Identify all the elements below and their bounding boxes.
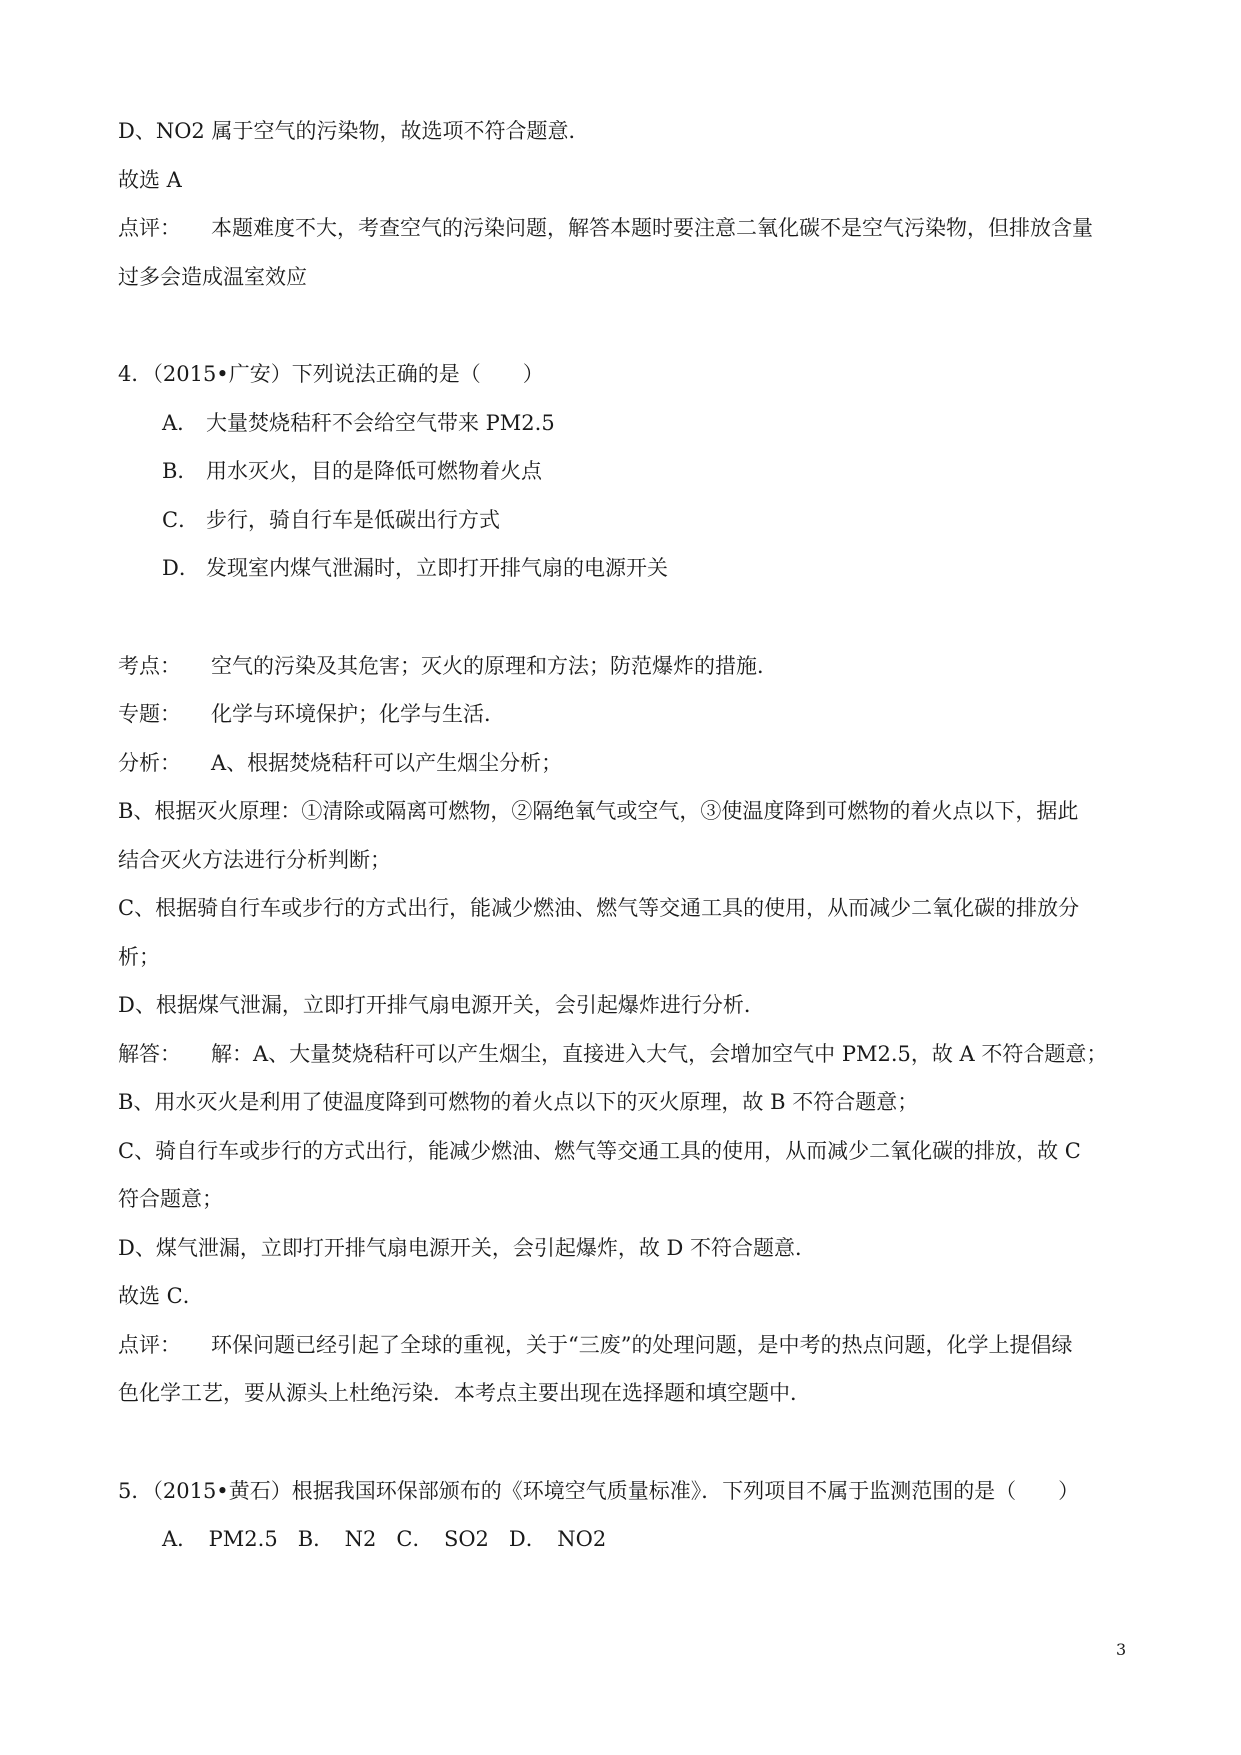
review-text: 环保问题已经引起了全球的重视，关于“三废”的处理问题，是中考的热点问题，化学上提倡绿 bbox=[211, 1333, 1073, 1357]
option-letter: D． bbox=[162, 556, 200, 580]
option-letter: B． bbox=[162, 459, 199, 483]
kaodian-text: 空气的污染及其危害；灭火的原理和方法；防范爆炸的措施． bbox=[211, 654, 778, 678]
q3-option-d-explanation: D、NO2 属于空气的污染物，故选项不符合题意． bbox=[118, 119, 590, 143]
q4-option-c bbox=[162, 505, 500, 535]
q4-jieda-c-line-2: 符合题意； bbox=[118, 1187, 223, 1211]
q4-option-a bbox=[162, 408, 555, 438]
q4-review-line-2: 色化学工艺，要从源头上杜绝污染．本考点主要出现在选择题和填空题中． bbox=[118, 1381, 811, 1405]
review-text: 本题难度不大，考查空气的污染问题，解答本题时要注意二氧化碳不是空气污染物，但排放含量 bbox=[211, 216, 1093, 240]
q4-fenxi-c-line-2: 析； bbox=[118, 945, 160, 969]
option-letter: A． bbox=[162, 411, 199, 435]
review-label: 点评： bbox=[118, 216, 181, 240]
q4-stem: 4．（2015•广安）下列说法正确的是（ ） bbox=[118, 362, 544, 386]
q4-jieda-a bbox=[118, 1039, 1107, 1069]
q4-option-d bbox=[162, 553, 668, 583]
q4-fenxi-b-line-1: B、根据灭火原理：①清除或隔离可燃物，②隔绝氧气或空气，③使温度降到可燃物的着火点以下，据此 bbox=[118, 799, 1079, 823]
page-number: 3 bbox=[1116, 1640, 1127, 1659]
zhuanti-text: 化学与环境保护；化学与生活． bbox=[211, 702, 505, 726]
fenxi-label: 分析： bbox=[118, 751, 181, 775]
q4-jieda-b: B、用水灭火是利用了使温度降到可燃物的着火点以下的灭火原理，故 B 不符合题意； bbox=[118, 1090, 919, 1114]
jieda-label: 解答： bbox=[118, 1042, 181, 1066]
q4-fenxi-a bbox=[118, 748, 562, 778]
q4-answer: 故选 C． bbox=[118, 1284, 204, 1308]
q4-fenxi-d: D、根据煤气泄漏，立即打开排气扇电源开关，会引起爆炸进行分析． bbox=[118, 993, 765, 1017]
kaodian-label: 考点： bbox=[118, 654, 181, 678]
q5-options bbox=[162, 1524, 626, 1554]
q4-fenxi-c-line-1: C、根据骑自行车或步行的方式出行，能减少燃油、燃气等交通工具的使用，从而减少二氧化碳的排放分 bbox=[118, 896, 1080, 920]
q4-jieda-c-line-1: C、骑自行车或步行的方式出行，能减少燃油、燃气等交通工具的使用，从而减少二氧化碳的排放，故 C bbox=[118, 1139, 1081, 1163]
q4-kaodian bbox=[118, 651, 778, 681]
q5-option-c: C． SO2 bbox=[396, 1527, 489, 1551]
option-text: 步行，骑自行车是低碳出行方式 bbox=[206, 508, 500, 532]
option-text: 用水灭火，目的是降低可燃物着火点 bbox=[206, 459, 542, 483]
option-text: 发现室内煤气泄漏时，立即打开排气扇的电源开关 bbox=[206, 556, 668, 580]
q4-review-line-1 bbox=[118, 1330, 1072, 1360]
jieda-text: 解：A、大量焚烧秸秆可以产生烟尘，直接进入大气，会增加空气中 PM2.5，故 A 不符合题意； bbox=[211, 1042, 1108, 1066]
option-letter: C． bbox=[162, 508, 200, 532]
option-text: 大量焚烧秸秆不会给空气带来 PM2.5 bbox=[206, 411, 555, 435]
q5-option-b: B． N2 bbox=[297, 1527, 377, 1551]
q4-fenxi-b-line-2: 结合灭火方法进行分析判断； bbox=[118, 848, 391, 872]
q4-jieda-d: D、煤气泄漏，立即打开排气扇电源开关，会引起爆炸，故 D 不符合题意． bbox=[118, 1236, 817, 1260]
q3-answer: 故选 A bbox=[118, 168, 182, 192]
review-label: 点评： bbox=[118, 1333, 181, 1357]
q4-zhuanti bbox=[118, 699, 505, 729]
q3-review-line-2: 过多会造成温室效应 bbox=[118, 265, 307, 289]
q4-option-b bbox=[162, 456, 542, 486]
q5-stem: 5．（2015•黄石）根据我国环保部颁布的《环境空气质量标准》．下列项目不属于监测范围的是（ ） bbox=[118, 1479, 1080, 1503]
fenxi-text: A、根据焚烧秸秆可以产生烟尘分析； bbox=[211, 751, 563, 775]
q5-option-d: D． NO2 bbox=[508, 1527, 607, 1551]
q3-review-line-1 bbox=[118, 213, 1093, 243]
q5-option-a: A． PM2.5 bbox=[162, 1527, 278, 1551]
zhuanti-label: 专题： bbox=[118, 702, 181, 726]
